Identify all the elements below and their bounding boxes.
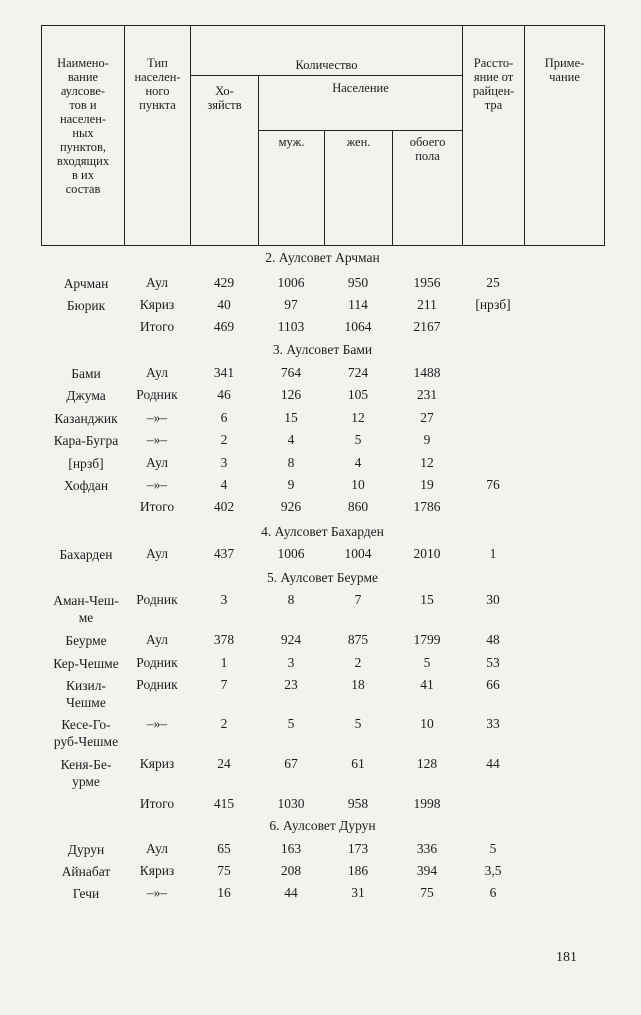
cell-total: 27 [420, 410, 434, 425]
cell-female: 173 [347, 841, 369, 856]
cell-female: 875 [347, 632, 369, 647]
cell-distance: [нрзб] [475, 297, 511, 312]
cell-name: Кесе-Го- руб-Чешме [53, 717, 119, 749]
cell-type: –»– [146, 716, 168, 731]
cell-total: 12 [420, 455, 434, 470]
cell-female: 724 [347, 365, 369, 380]
cell-households: 7 [220, 677, 228, 692]
cell-households: 341 [213, 365, 235, 380]
cell-households: 429 [213, 275, 235, 290]
table-row [0, 387, 641, 407]
cell-name: Арчман [63, 276, 109, 291]
cell-households: 2 [220, 716, 228, 731]
cell-male: 208 [280, 863, 302, 878]
cell-type: Аул [146, 455, 168, 470]
section-heading: 4. Аулсовет Бахарден [261, 524, 384, 539]
cell-households: 24 [217, 756, 231, 771]
cell-distance: 66 [486, 677, 500, 692]
cell-type: Родник [136, 387, 178, 402]
table-row [0, 756, 641, 789]
cell-type: Родник [136, 655, 178, 670]
cell-name: Беурме [65, 633, 107, 648]
table-row [0, 885, 641, 905]
table-row [0, 863, 641, 883]
cell-total: 1998 [413, 796, 441, 811]
table-row-total [0, 796, 641, 816]
cell-female: 1064 [344, 319, 372, 334]
cell-female: 5 [354, 432, 362, 447]
cell-male: 924 [280, 632, 302, 647]
cell-female: 114 [348, 297, 368, 312]
cell-female: 958 [347, 796, 369, 811]
table-row [0, 297, 641, 317]
cell-households: 75 [217, 863, 231, 878]
cell-total: 1786 [413, 499, 441, 514]
cell-total: 41 [420, 677, 434, 692]
cell-male: 1103 [277, 319, 305, 334]
cell-households: 2 [220, 432, 228, 447]
cell-total: 2167 [413, 319, 441, 334]
cell-male: 926 [280, 499, 302, 514]
header-note-column: Приме- чание [525, 26, 605, 246]
cell-female: 61 [351, 756, 365, 771]
cell-male: 9 [287, 477, 295, 492]
cell-households: 6 [220, 410, 228, 425]
section-heading: 5. Аулсовет Беурме [266, 570, 378, 585]
cell-type: –»– [146, 885, 168, 900]
cell-households: 16 [217, 885, 231, 900]
table-row [0, 716, 641, 749]
cell-households: 3 [220, 455, 228, 470]
cell-female: 186 [347, 863, 369, 878]
cell-type: Родник [136, 592, 178, 607]
cell-name: Хофдан [63, 478, 109, 493]
cell-total: 10 [420, 716, 434, 731]
cell-name: Бюрик [66, 298, 106, 313]
cell-type: Итого [139, 319, 175, 334]
cell-female: 4 [354, 455, 362, 470]
section-heading: 3. Аулсовет Бами [272, 342, 373, 357]
cell-households: 46 [217, 387, 231, 402]
cell-female: 950 [347, 275, 369, 290]
cell-male: 67 [284, 756, 298, 771]
cell-female: 5 [354, 716, 362, 731]
header-distance-column: Расстo- яние от райцен- тра [463, 26, 525, 246]
cell-female: 18 [351, 677, 365, 692]
cell-type: –»– [146, 432, 168, 447]
cell-name: Бахарден [59, 547, 113, 562]
cell-distance: 33 [486, 716, 500, 731]
header-households-column: Хо- зяйств [191, 76, 259, 246]
cell-male: 5 [287, 716, 295, 731]
cell-total: 128 [416, 756, 438, 771]
cell-total: 1488 [413, 365, 441, 380]
cell-female: 2 [354, 655, 362, 670]
cell-type: Кяриз [139, 297, 175, 312]
cell-male: 764 [280, 365, 302, 380]
cell-name: Айнабат [61, 864, 111, 879]
cell-female: 10 [351, 477, 365, 492]
table-row [0, 477, 641, 497]
cell-male: 8 [287, 455, 295, 470]
table-row-total [0, 319, 641, 339]
cell-type: Аул [146, 365, 168, 380]
cell-female: 860 [347, 499, 369, 514]
cell-total: 211 [417, 297, 437, 312]
header-population-column: Население [259, 76, 463, 131]
cell-name: Кизил- Чешме [65, 678, 107, 710]
cell-total: 5 [423, 655, 431, 670]
cell-male: 44 [284, 885, 298, 900]
cell-name: Дурун [67, 842, 105, 857]
cell-type: –»– [146, 477, 168, 492]
cell-name: Джума [66, 388, 106, 403]
cell-households: 437 [213, 546, 235, 561]
table-row [0, 410, 641, 430]
table-row [0, 432, 641, 452]
cell-total: 2010 [413, 546, 441, 561]
cell-type: Кяриз [139, 756, 175, 771]
table-row [0, 455, 641, 475]
cell-distance: 44 [486, 756, 500, 771]
cell-distance: 76 [486, 477, 500, 492]
cell-male: 1006 [277, 546, 305, 561]
table-row [0, 592, 641, 625]
cell-male: 1030 [277, 796, 305, 811]
cell-distance: 48 [486, 632, 500, 647]
cell-households: 402 [213, 499, 235, 514]
cell-distance: 30 [486, 592, 500, 607]
cell-households: 1 [220, 655, 228, 670]
cell-name: Гечи [72, 886, 100, 901]
cell-name: Бами [71, 366, 101, 381]
cell-male: 4 [287, 432, 295, 447]
cell-households: 4 [220, 477, 228, 492]
cell-type: Аул [146, 546, 168, 561]
header-type-column: Тип населен- ного пункта [125, 26, 191, 246]
page-number: 181 [556, 950, 577, 965]
cell-type: Итого [139, 796, 175, 811]
cell-type: Аул [146, 632, 168, 647]
cell-male: 163 [280, 841, 302, 856]
cell-male: 8 [287, 592, 295, 607]
table-row [0, 677, 641, 710]
cell-distance: 1 [489, 546, 497, 561]
header-both-column: обоего пола [393, 131, 463, 246]
cell-households: 65 [217, 841, 231, 856]
cell-female: 7 [354, 592, 362, 607]
cell-distance: 3,5 [484, 863, 502, 878]
cell-male: 1006 [277, 275, 305, 290]
cell-name: Кеня-Бе- урме [60, 757, 112, 789]
cell-type: Кяриз [139, 863, 175, 878]
cell-households: 469 [213, 319, 235, 334]
section-heading: 6. Аулсовет Дурун [269, 818, 376, 833]
cell-total: 394 [416, 863, 438, 878]
cell-type: Аул [146, 275, 168, 290]
cell-female: 1004 [344, 546, 372, 561]
cell-total: 336 [416, 841, 438, 856]
cell-households: 378 [213, 632, 235, 647]
cell-total: 15 [420, 592, 434, 607]
cell-total: 75 [420, 885, 434, 900]
cell-type: Аул [146, 841, 168, 856]
cell-households: 40 [217, 297, 231, 312]
cell-male: 15 [284, 410, 298, 425]
header-quantity-column: Количество [191, 26, 463, 76]
cell-distance: 5 [489, 841, 497, 856]
cell-distance: 6 [489, 885, 497, 900]
cell-name: Кара-Бугра [53, 433, 119, 448]
cell-name: [нрзб] [68, 456, 104, 471]
cell-name: Аман-Чеш- ме [53, 593, 119, 625]
cell-distance: 53 [486, 655, 500, 670]
cell-female: 105 [347, 387, 369, 402]
table-row [0, 841, 641, 861]
cell-male: 3 [287, 655, 295, 670]
cell-name: Кер-Чешме [53, 656, 119, 671]
cell-households: 3 [220, 592, 228, 607]
table-row [0, 632, 641, 652]
table-row [0, 365, 641, 385]
section-heading: 2. Аулсовет Арчман [265, 250, 380, 265]
header-male-column: муж. [259, 131, 325, 246]
header-female-column: жен. [325, 131, 393, 246]
cell-type: Итого [139, 499, 175, 514]
cell-total: 231 [416, 387, 438, 402]
header-name-column: Наимено- вание аулсове- тов и населен- ных пунктов, входящих в их состав [42, 26, 125, 246]
cell-name: Казанджик [54, 411, 118, 426]
table-row [0, 546, 641, 566]
cell-total: 19 [420, 477, 434, 492]
table-row [0, 655, 641, 675]
cell-type: Родник [136, 677, 178, 692]
cell-total: 9 [423, 432, 431, 447]
cell-households: 415 [213, 796, 235, 811]
cell-type: –»– [146, 410, 168, 425]
cell-male: 23 [284, 677, 298, 692]
cell-female: 31 [351, 885, 365, 900]
cell-total: 1956 [413, 275, 441, 290]
cell-female: 12 [351, 410, 365, 425]
cell-male: 97 [284, 297, 298, 312]
cell-distance: 25 [486, 275, 500, 290]
table-row [0, 275, 641, 295]
table-row-total [0, 499, 641, 519]
cell-male: 126 [280, 387, 302, 402]
cell-total: 1799 [413, 632, 441, 647]
